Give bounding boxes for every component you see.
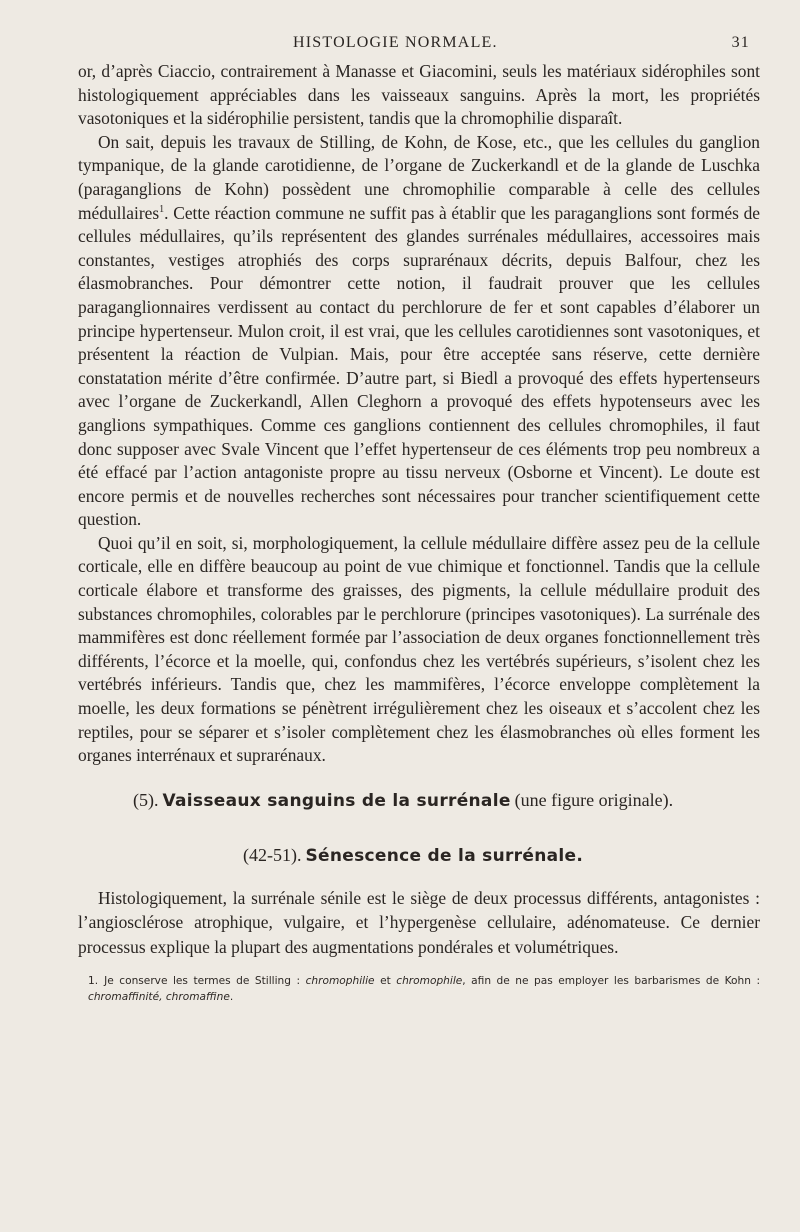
section-number: (5). (133, 789, 159, 810)
paragraph-4: Histologiquement, la surrénale sénile est le siège de deux processus différents, antagonistes : l’angiosclérose atrophique, vulgaire, et l’hypergenèse cellulaire, adénomateuse. Ce dernier processus explique la plupart des augmentations pondérales et volumétriques. (78, 887, 760, 957)
paragraph-1: or, d’après Ciaccio, contrairement à Manasse et Giacomini, seuls les matériaux sidérophiles sont histologiquement appréciables dans les vaisseaux sanguins. Après la mort, les propriétés vasotoniques et la sidérophilie persistent, tandis que la chromophilie disparaît. (78, 61, 760, 129)
senescence-text (78, 886, 760, 960)
page-number: 31 (731, 34, 750, 51)
section-heading-senescence (243, 845, 760, 866)
section-number: (42-51). (243, 844, 302, 865)
footnote-text: . (229, 991, 234, 1004)
section-title: Sénescence de la surrénale. (305, 845, 584, 866)
paragraph-3: Quoi qu’il en soit, si, morphologiquement, la cellule médullaire diffère assez peu de la cellule corticale, elle en diffère beaucoup au point de vue chimique et fonctionnel. Tandis que la cellule corticale élabore et transforme des graisses, des pigments, la cellule médullaire produit des substances chromophiles, colorables par le perchlorure (principes vasotoniques). La surrénale des mammifères est donc réellement formée par l’association de deux organes fonctionnellement très différents, l’écorce et la moelle, qui, confondus chez les vertébrés supérieurs, s’isolent chez les vertébrés inférieurs. Tandis que, chez les mammifères, l’écorce enveloppe complètement la moelle, les deux formations se pénètrent irrégulièrement chez les oiseaux et s’accolent chez les reptiles, pour se séparer et s’isoler complètement chez les élasmobranches où elles forment les organes interrénaux et suprarénaux. (78, 532, 760, 766)
paragraph-2 (78, 131, 760, 532)
running-head (78, 34, 760, 52)
footnote-reference[interactable]: 1 (159, 203, 165, 215)
footnote-text: et (380, 975, 391, 988)
footnote-term: chromaffinité, chromaffine (88, 991, 230, 1004)
paragraph-2-start: On sait, depuis les travaux de Stilling, de Kohn, de Kose, etc., que les cellules du ganglion tympanique, de la glande carotidienne, de l’organe de Zuckerkandl et de la glande de Luschka (paraganglions de Kohn) possèdent une chromophilie comparable à celle des cellules médullaires (78, 131, 760, 223)
paragraph-2-end: . Cette réaction commune ne suffit pas à établir que les paraganglions sont formés de cellules médullaires, qu’ils représentent des glandes surrénales médullaires, accessoires mais constantes, vestiges atrophiés des corps suprarénaux décrits, depuis Balfour, chez les élasmobranches. Pour démontrer cette notion, il faudrait prouver que les cellules paraganglionnaires verdissent au contact du perchlorure de fer et sont capables d’élaborer un principe hypertenseur. Mulon croit, il est vrai, que les cellules carotidiennes sont vasotoniques, et présentent la réaction de Vulpian. Mais, pour être acceptée sans réserve, cette dernière constatation mérite d’être confirmée. D’autre part, si Biedl a provoqué des effets hypertenseurs avec l’organe de Zuckerkandl, Allen Cleghorn a provoqué des effets hypotenseurs avec les ganglions sympathiques. Comme ces ganglions contiennent des cellules chromophiles, il faut donc supposer avec Svale Vincent que l’effet hypertenseur de ces éléments trop peu nombreux a été effacé par l’action antagoniste propre au tissu nerveux (Osborne et Vincent). Le doute est encore permis et de nouvelles recherches sont nécessaires pour trancher scientifiquement cette question. (78, 202, 760, 530)
section-heading-vessels (133, 790, 760, 811)
section-title: Vaisseaux sanguins de la surrénale (162, 790, 511, 811)
footnote-text: Je conserve les termes de Stilling : (104, 975, 301, 988)
section-note: (une figure originale). (514, 789, 674, 810)
footnote-term: chromophile (396, 975, 463, 988)
footnote-term: chromophilie (305, 975, 375, 988)
main-text (78, 60, 760, 768)
footnote-text: , afin de ne pas employer les barbarismes de Kohn : (462, 975, 761, 988)
footnote-number: 1. (88, 975, 99, 988)
footnote (88, 973, 760, 1005)
running-title: HISTOLOGIE NORMALE. (293, 34, 498, 51)
